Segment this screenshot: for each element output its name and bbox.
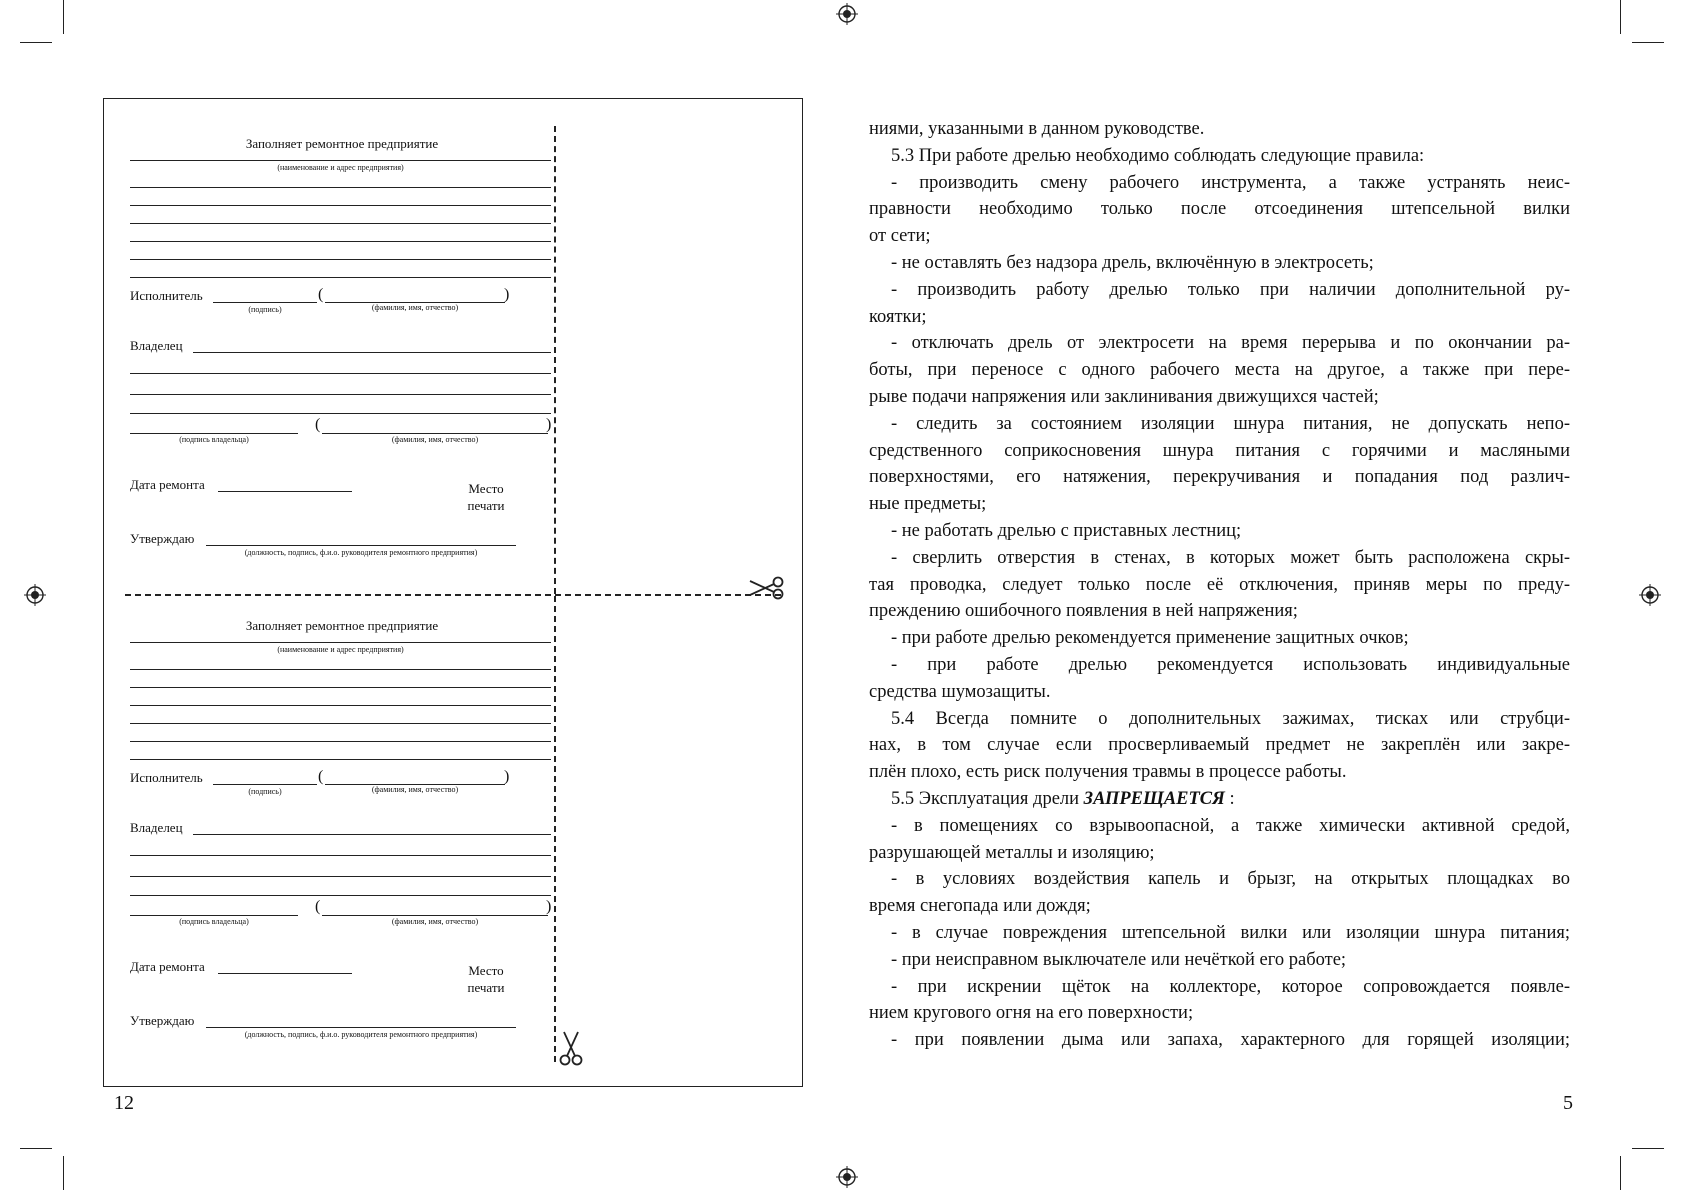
- registration-mark-icon: [836, 3, 858, 25]
- owner-signature-field[interactable]: [130, 915, 298, 916]
- text-line: поверхностями, его натяжения, перекручивания и попадания под различ-: [869, 467, 1570, 488]
- instructions-text: [869, 116, 1570, 1054]
- owner-fio-field[interactable]: [322, 915, 548, 916]
- paren-close: ): [504, 768, 510, 785]
- company-line[interactable]: [130, 241, 551, 242]
- text-line: коятки;: [869, 306, 927, 327]
- executor-label: Исполнитель: [130, 770, 203, 785]
- text-line: от сети;: [869, 226, 931, 247]
- company-line[interactable]: [130, 687, 551, 688]
- fio-caption: (фамилия, имя, отчество): [371, 303, 459, 312]
- text-line: плён плохо, есть риск получения травмы в процессе работы.: [869, 762, 1347, 783]
- owner-line[interactable]: [130, 876, 551, 877]
- text-line: нах, в том случае если просверливаемый предмет не закреплён или закре-: [869, 735, 1570, 756]
- owner-line[interactable]: [130, 373, 551, 374]
- text-line: - не оставлять без надзора дрель, включённую в электросеть;: [891, 252, 1374, 273]
- repair-date-field[interactable]: [218, 973, 352, 974]
- text-line: - при работе дрелью рекомендуется использовать индивидуальные: [891, 654, 1570, 675]
- approve-label: Утверждаю: [130, 1013, 195, 1028]
- owner-signature-field[interactable]: [130, 433, 298, 434]
- registration-mark-icon: [836, 1166, 858, 1188]
- executor-label: Исполнитель: [130, 288, 203, 303]
- scissors-icon: [748, 575, 786, 601]
- company-line[interactable]: [130, 205, 551, 206]
- text-line: ные предметы;: [869, 494, 987, 515]
- text-line: правности необходимо только после отсоединения штепсельной вилки: [869, 199, 1570, 220]
- text-line: - в помещениях со взрывоопасной, а также химически активной средой,: [891, 815, 1570, 836]
- text-line-forbidden: [869, 786, 1570, 813]
- company-line[interactable]: [130, 723, 551, 724]
- crop-mark: [63, 1156, 64, 1190]
- paren-open: (: [318, 768, 324, 785]
- form-header: Заполняет ремонтное предприятие: [245, 618, 439, 633]
- paren-close: ): [504, 286, 510, 303]
- signature-caption: (подпись): [248, 305, 282, 314]
- company-line[interactable]: [130, 759, 551, 760]
- stamp-place-line1: Место: [468, 963, 504, 978]
- executor-signature-field[interactable]: [213, 784, 317, 785]
- page-number-left: 12: [114, 1092, 134, 1114]
- company-line[interactable]: [130, 187, 551, 188]
- stamp-place: [456, 480, 516, 514]
- text-line: время снегопада или дождя;: [869, 896, 1091, 917]
- company-caption: (наименование и адрес предприятия): [277, 163, 404, 172]
- text-line: - в случае повреждения штепсельной вилки или изоляции шнура питания;: [891, 922, 1570, 943]
- company-field[interactable]: [130, 160, 551, 161]
- scissors-icon: [558, 1030, 584, 1068]
- cut-line-vertical: [554, 596, 556, 1062]
- owner-field[interactable]: [193, 834, 551, 835]
- crop-mark: [1620, 0, 1621, 34]
- forbidden-suffix: :: [1224, 788, 1235, 809]
- signature-caption: (подпись): [248, 787, 282, 796]
- text-line: 5.4 Всегда помните о дополнительных зажимах, тисках или струбци-: [891, 708, 1570, 729]
- approve-label: Утверждаю: [130, 531, 195, 546]
- cut-line-vertical: [554, 126, 556, 594]
- company-line[interactable]: [130, 223, 551, 224]
- text-line: тая проводка, следует только после её отключения, приняв меры по преду-: [869, 574, 1570, 595]
- text-line: - при работе дрелью рекомендуется применение защитных очков;: [891, 628, 1409, 649]
- crop-mark: [1620, 1156, 1621, 1190]
- fio-caption: (фамилия, имя, отчество): [371, 785, 459, 794]
- company-line[interactable]: [130, 669, 551, 670]
- coupon-frame: [103, 98, 803, 1087]
- text-line: ниями, указанными в данном руководстве.: [869, 119, 1205, 139]
- page-number-right: 5: [1563, 1092, 1573, 1114]
- owner-field[interactable]: [193, 352, 551, 353]
- owner-line[interactable]: [130, 413, 551, 414]
- text-line: средственного соприкосновения шнура питания с горячими и масляными: [869, 440, 1570, 461]
- cut-line-horizontal: [125, 594, 781, 596]
- text-line: - в условиях воздействия капель и брызг, на открытых площадках во: [891, 869, 1570, 890]
- paren-close: ): [546, 416, 552, 433]
- text-line: - следить за состоянием изоляции шнура питания, не допускать непо-: [891, 413, 1570, 434]
- approve-field[interactable]: [206, 545, 516, 546]
- text-line: - производить работу дрелью только при наличии дополнительной ру-: [891, 279, 1570, 300]
- company-line[interactable]: [130, 741, 551, 742]
- approve-caption: (должность, подпись, ф.и.о. руководителя ремонтного предприятия): [244, 1030, 478, 1039]
- company-field[interactable]: [130, 642, 551, 643]
- repair-date-field[interactable]: [218, 491, 352, 492]
- owner-signature-caption: (подпись владельца): [179, 435, 249, 444]
- text-line: рыве подачи напряжения или заклинивания движущихся частей;: [869, 386, 1379, 407]
- text-line: разрушающей металлы и изоляцию;: [869, 842, 1155, 863]
- text-line: преждению ошибочного появления в ней напряжения;: [869, 601, 1298, 622]
- text-line: - производить смену рабочего инструмента, а также устранять неис-: [891, 172, 1570, 193]
- forbidden-word: ЗАПРЕЩАЕТСЯ: [1083, 788, 1225, 809]
- stamp-place-line1: Место: [468, 481, 504, 496]
- stamp-place-line2: печати: [467, 498, 505, 513]
- crop-mark: [1632, 1148, 1664, 1149]
- owner-line[interactable]: [130, 394, 551, 395]
- stamp-place-line2: печати: [467, 980, 505, 995]
- paren-open: (: [318, 286, 324, 303]
- text-line: - при появлении дыма или запаха, характерного для горящей изоляции;: [891, 1030, 1570, 1051]
- crop-mark: [20, 1148, 52, 1149]
- crop-mark: [1632, 42, 1664, 43]
- company-line[interactable]: [130, 277, 551, 278]
- approve-field[interactable]: [206, 1027, 516, 1028]
- text-line: 5.3 При работе дрелью необходимо соблюдать следующие правила:: [891, 145, 1425, 166]
- stamp-place: [456, 962, 516, 996]
- owner-fio-caption: (фамилия, имя, отчество): [391, 917, 479, 926]
- forbidden-intro: 5.5 Эксплуатация дрели: [891, 788, 1084, 809]
- owner-label: Владелец: [130, 338, 183, 353]
- owner-signature-caption: (подпись владельца): [179, 917, 249, 926]
- owner-line[interactable]: [130, 895, 551, 896]
- owner-line[interactable]: [130, 855, 551, 856]
- paren-open: (: [315, 898, 321, 915]
- owner-fio-field[interactable]: [322, 433, 548, 434]
- repair-date-label: Дата ремонта: [130, 477, 205, 492]
- company-line[interactable]: [130, 705, 551, 706]
- text-line: - отключать дрель от электросети на время перерыва и по окончании ра-: [891, 333, 1570, 354]
- text-line: нием кругового огня на его поверхности;: [869, 1003, 1194, 1024]
- executor-signature-field[interactable]: [213, 302, 317, 303]
- text-line: - не работать дрелью с приставных лестниц;: [891, 520, 1242, 541]
- text-line: - при неисправном выключателе или нечёткой его работе;: [891, 949, 1347, 970]
- crop-mark: [63, 0, 64, 34]
- text-line: боты, при переносе с одного рабочего места на другое, а также при пере-: [869, 360, 1570, 381]
- paren-close: ): [546, 898, 552, 915]
- text-line: средства шумозащиты.: [869, 681, 1051, 702]
- registration-mark-icon: [24, 584, 46, 606]
- registration-mark-icon: [1639, 584, 1661, 606]
- text-line: - сверлить отверстия в стенах, в которых может быть расположена скры-: [891, 547, 1570, 568]
- crop-mark: [20, 42, 52, 43]
- owner-label: Владелец: [130, 820, 183, 835]
- repair-date-label: Дата ремонта: [130, 959, 205, 974]
- company-caption: (наименование и адрес предприятия): [277, 645, 404, 654]
- company-line[interactable]: [130, 259, 551, 260]
- owner-fio-caption: (фамилия, имя, отчество): [391, 435, 479, 444]
- form-header: Заполняет ремонтное предприятие: [245, 136, 439, 151]
- approve-caption: (должность, подпись, ф.и.о. руководителя ремонтного предприятия): [244, 548, 478, 557]
- text-line: - при искрении щёток на коллекторе, которое сопровождается появле-: [891, 976, 1570, 997]
- paren-open: (: [315, 416, 321, 433]
